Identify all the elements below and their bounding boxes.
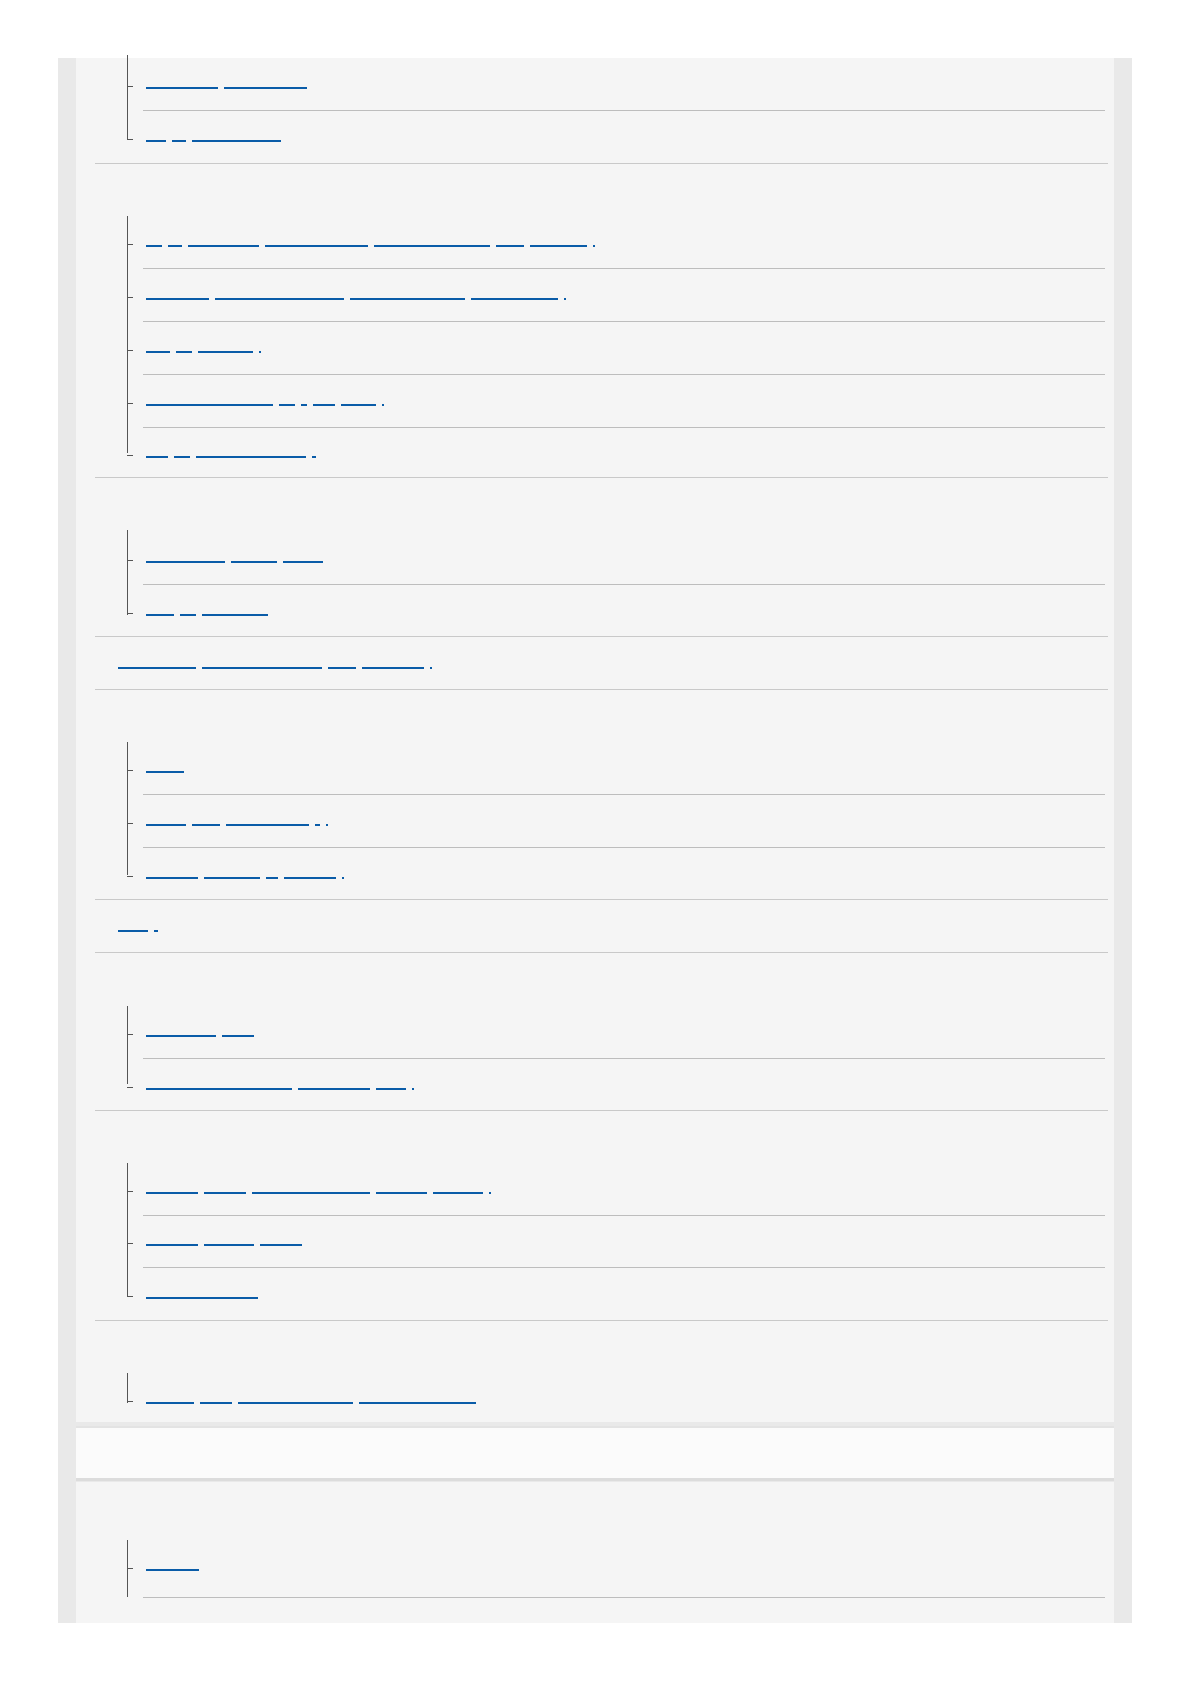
toc-sub-link[interactable] [146,77,307,89]
link-underline-segment [359,1402,476,1404]
tree-tick [127,1087,133,1088]
link-underline-segment [196,456,306,458]
link-underline-segment [489,1192,491,1194]
link-underline-segment [146,1192,198,1194]
item-divider [143,847,1105,848]
item-divider [143,1215,1105,1216]
toc-sub-link[interactable] [146,446,316,458]
link-underline-segment [174,456,190,458]
link-underline-segment [284,877,336,879]
link-underline-segment [146,1088,292,1090]
link-underline-segment [313,404,335,406]
link-underline-segment [231,561,277,563]
toc-sub-link[interactable] [146,1078,414,1090]
section-divider [95,689,1108,690]
link-underline-segment [564,298,566,300]
tree-tick [127,1401,133,1402]
tree-tick [127,139,133,140]
toc-sub-link[interactable] [146,551,323,563]
toc-sub-link[interactable] [146,1559,199,1571]
link-underline-segment [382,404,384,406]
toc-sub-link[interactable] [146,394,384,406]
link-underline-segment [146,298,209,300]
link-underline-segment [146,877,198,879]
tree-line [127,216,128,453]
link-underline-segment [200,1402,232,1404]
tree-tick [127,1568,133,1569]
tree-line [127,55,128,139]
link-underline-segment [341,404,376,406]
link-underline-segment [168,245,182,247]
tree-tick [127,560,133,561]
tree-tick [127,297,133,298]
link-underline-segment [430,667,432,669]
link-underline-segment [146,351,170,353]
tree-tick [127,1296,133,1297]
toc-sub-link[interactable] [146,604,268,616]
contents-panel-continued [76,1482,1114,1623]
tree-tick [127,1191,133,1192]
toc-sub-link[interactable] [146,235,595,247]
contents-panel [76,58,1114,1422]
item-divider [143,374,1105,375]
toc-sub-link[interactable] [146,1182,491,1194]
link-underline-segment [312,456,316,458]
toc-top-link[interactable] [118,657,432,669]
item-divider [143,1597,1105,1598]
toc-sub-link[interactable] [146,288,566,300]
link-underline-segment [146,404,273,406]
tree-tick [127,86,133,87]
link-underline-segment [146,771,184,773]
toc-sub-link[interactable] [146,814,328,826]
section-divider [95,952,1108,953]
link-underline-segment [198,351,253,353]
item-divider [143,268,1105,269]
item-divider [143,1058,1105,1059]
link-underline-segment [215,298,344,300]
link-underline-segment [180,614,196,616]
link-underline-segment [188,245,259,247]
link-underline-segment [265,245,368,247]
link-underline-segment [118,930,148,932]
link-underline-segment [259,351,261,353]
link-underline-segment [176,351,192,353]
link-underline-segment [146,87,218,89]
toc-sub-link[interactable] [146,761,184,773]
link-underline-segment [266,877,278,879]
link-underline-segment [530,245,587,247]
link-underline-segment [146,561,225,563]
link-underline-segment [350,298,465,300]
link-underline-segment [172,140,186,142]
tree-line [127,530,128,615]
tree-tick [127,403,133,404]
link-underline-segment [222,1035,254,1037]
link-underline-segment [146,1297,258,1299]
link-underline-segment [204,877,260,879]
toc-sub-link[interactable] [146,1392,476,1404]
toc-sub-link[interactable] [146,130,281,142]
link-underline-segment [496,245,524,247]
toc-sub-link[interactable] [146,1287,258,1299]
item-divider [143,427,1105,428]
link-underline-segment [202,614,268,616]
section-divider [95,1110,1108,1111]
section-gap-bar [76,1426,1114,1481]
link-underline-segment [326,824,328,826]
toc-sub-link[interactable] [146,1234,302,1246]
link-underline-segment [192,824,220,826]
link-underline-segment [315,824,320,826]
tree-tick [127,823,133,824]
tree-line [127,1163,128,1296]
section-divider [95,477,1108,478]
section-divider [95,636,1108,637]
toc-sub-link[interactable] [146,1025,254,1037]
link-underline-segment [146,1035,216,1037]
link-underline-segment [412,1088,414,1090]
link-underline-segment [154,930,158,932]
tree-line [127,1006,128,1084]
link-underline-segment [342,877,344,879]
item-divider [143,1267,1105,1268]
tree-tick [127,455,133,456]
link-underline-segment [593,245,595,247]
link-underline-segment [192,140,281,142]
link-underline-segment [252,1192,370,1194]
link-underline-segment [374,245,490,247]
link-underline-segment [471,298,558,300]
tree-tick [127,1034,133,1035]
link-underline-segment [204,1192,246,1194]
link-underline-segment [146,614,174,616]
link-underline-segment [301,404,307,406]
item-divider [143,584,1105,585]
section-divider [95,163,1108,164]
link-underline-segment [224,87,307,89]
link-underline-segment [146,1569,199,1571]
tree-tick [127,770,133,771]
link-underline-segment [146,456,168,458]
item-divider [143,794,1105,795]
section-divider [95,1320,1108,1321]
link-underline-segment [226,824,309,826]
tree-line [127,1373,128,1403]
link-underline-segment [260,1244,302,1246]
link-underline-segment [204,1244,254,1246]
link-underline-segment [328,667,356,669]
item-divider [143,321,1105,322]
link-underline-segment [146,824,186,826]
toc-sub-link[interactable] [146,867,344,879]
tree-tick [127,1243,133,1244]
tree-tick [127,350,133,351]
link-underline-segment [146,245,162,247]
link-underline-segment [279,404,295,406]
link-underline-segment [238,1402,353,1404]
toc-sub-link[interactable] [146,341,261,353]
link-underline-segment [376,1192,427,1194]
link-underline-segment [146,1244,198,1246]
link-underline-segment [283,561,323,563]
link-underline-segment [362,667,424,669]
tree-tick [127,613,133,614]
section-divider [95,899,1108,900]
link-underline-segment [202,667,322,669]
link-underline-segment [118,667,196,669]
link-underline-segment [146,140,166,142]
tree-tick [127,876,133,877]
link-underline-segment [433,1192,483,1194]
item-divider [143,110,1105,111]
link-underline-segment [146,1402,194,1404]
link-underline-segment [376,1088,406,1090]
tree-line [127,742,128,875]
toc-top-link[interactable] [118,920,158,932]
link-underline-segment [298,1088,370,1090]
tree-tick [127,244,133,245]
